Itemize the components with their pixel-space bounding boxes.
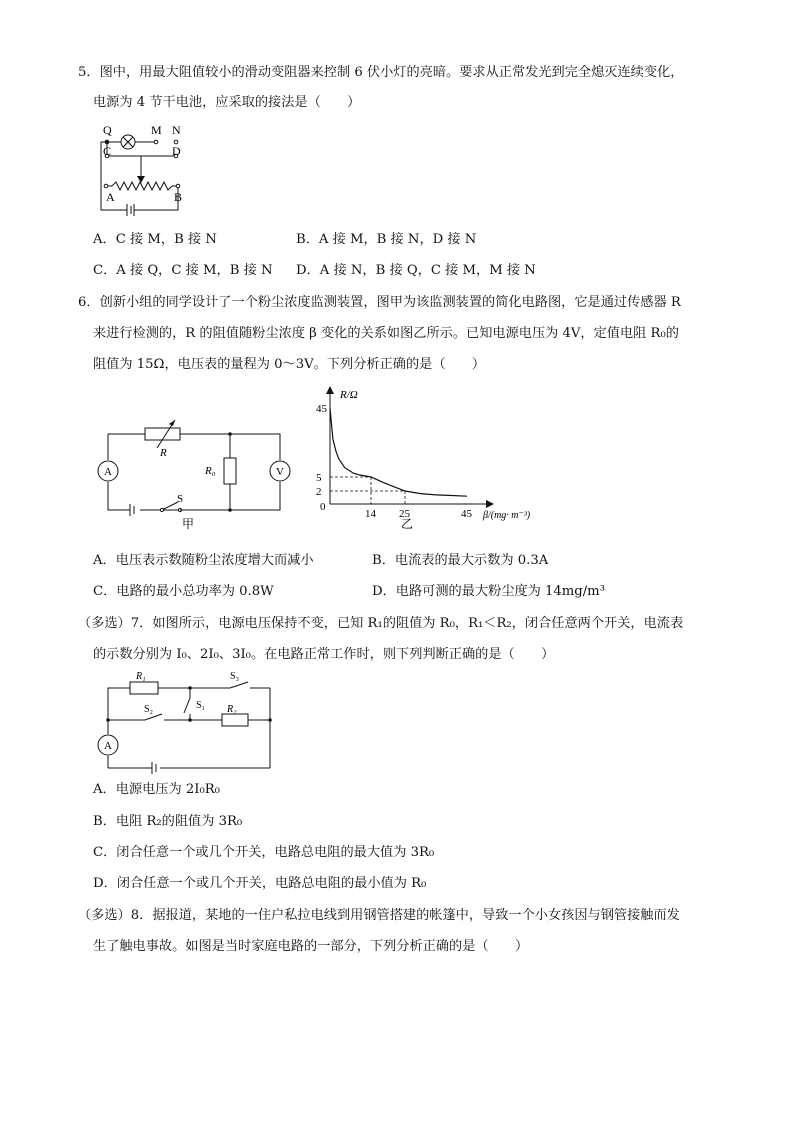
origin-label: 0	[320, 501, 326, 513]
label-m: M	[151, 123, 162, 137]
q6-option-d: D．电路可测的最大粉尘度为 14mg/m³	[372, 584, 605, 599]
ammeter-label: A	[104, 466, 112, 478]
x-axis-label: β/(mg· m⁻³)	[483, 510, 531, 521]
caption-yi: 乙	[401, 517, 414, 531]
q6-option-b: B．电流表的最大示数为 0.3A	[372, 553, 549, 568]
label-n: N	[172, 123, 181, 137]
q7-stem-line2: 的示数分别为 I₀、2I₀、3I₀。在电路正常工作时，则下列判断正确的是（ ）	[93, 647, 555, 662]
q6-graph-yi	[300, 382, 580, 532]
s3-label: S₃	[230, 671, 240, 682]
q5-option-a: A．C 接 M，B 接 N	[93, 232, 217, 247]
switch-s-label: S	[177, 493, 184, 505]
s2-label: S₂	[144, 704, 154, 715]
q6-stem-line2: 来进行检测的，R 的阻值随粉尘浓度 β 变化的关系如图乙所示。已知电源电压为 4V，定值电阻 R₀的	[93, 326, 679, 341]
q6-option-c: C．电路的最小总功率为 0.8W	[93, 584, 274, 599]
q6-circuit-jia	[90, 412, 300, 531]
label-b: B	[174, 190, 183, 204]
label-a: A	[106, 190, 115, 204]
q5-option-b: B．A 接 M，B 接 N，D 接 N	[296, 232, 477, 247]
x-tick-label: 25	[399, 508, 410, 520]
r2-label: R₂	[227, 704, 237, 715]
sensor-r-label: R	[160, 447, 167, 459]
q6-stem-line3: 阻值为 15Ω，电压表的量程为 0～3V。下列分析正确的是（ ）	[93, 357, 486, 372]
q5-stem-line1: 5．图中，用最大阻值较小的滑动变阻器来控制 6 伏小灯的亮暗。要求从正常发光到完全熄灭连续变化，	[78, 65, 684, 80]
q7-option-b: B．电阻 R₂的阻值为 3R₀	[93, 814, 243, 829]
y-tick-label: 2	[316, 486, 322, 498]
q7-stem-line1: （多选）7．如图所示，电源电压保持不变，已知 R₁的阻值为 R₀，R₁＜R₂，闭合任意两个开关，电流表	[78, 616, 684, 631]
y-tick-label: 45	[316, 403, 327, 415]
y-tick-label: 5	[316, 472, 322, 484]
voltmeter-label: V	[276, 466, 284, 478]
q5-option-d: D．A 接 N，B 接 Q，C 接 M，M 接 N	[296, 263, 536, 278]
label-q: Q	[103, 123, 112, 137]
q7-ammeter-label: A	[104, 740, 112, 752]
q7-option-a: A．电源电压为 2I₀R₀	[93, 782, 220, 797]
q7-option-c: C．闭合任意一个或几个开关，电路总电阻的最大值为 3R₀	[93, 845, 435, 860]
r0-label: R₀	[205, 465, 216, 477]
r-beta-curve	[330, 408, 467, 496]
caption-jia: 甲	[182, 517, 195, 531]
y-axis-label: R/Ω	[340, 389, 358, 401]
q8-stem-line2: 生了触电事故。如图是当时家庭电路的一部分，下列分析正确的是（ ）	[93, 939, 529, 954]
x-tick-label: 45	[461, 508, 472, 520]
q5-option-c: C．A 接 Q，C 接 M，B 接 N	[93, 263, 273, 278]
q5-circuit-figure	[96, 120, 196, 216]
q6-option-a: A．电压表示数随粉尘浓度增大而减小	[93, 553, 314, 568]
s1-label: S₁	[196, 700, 206, 711]
x-tick-label: 14	[365, 508, 376, 520]
q7-option-d: D．闭合任意一个或几个开关，电路总电阻的最小值为 R₀	[93, 876, 427, 891]
q8-stem-line1: （多选）8．据报道，某地的一住户私拉电线到用钢管搭建的帐篷中，导致一个小女孩因与钢管接触而发	[78, 908, 680, 923]
r1-label: R₁	[136, 671, 146, 682]
label-c: C	[103, 144, 112, 158]
q7-circuit-figure	[90, 668, 280, 776]
label-d: D	[172, 144, 181, 158]
q6-stem-line1: 6．创新小组的同学设计了一个粉尘浓度监测装置，图甲为该监测装置的简化电路图，它是通过传感器 R	[78, 295, 681, 310]
q5-stem-line2: 电源为 4 节干电池，应采取的接法是（ ）	[93, 95, 361, 110]
